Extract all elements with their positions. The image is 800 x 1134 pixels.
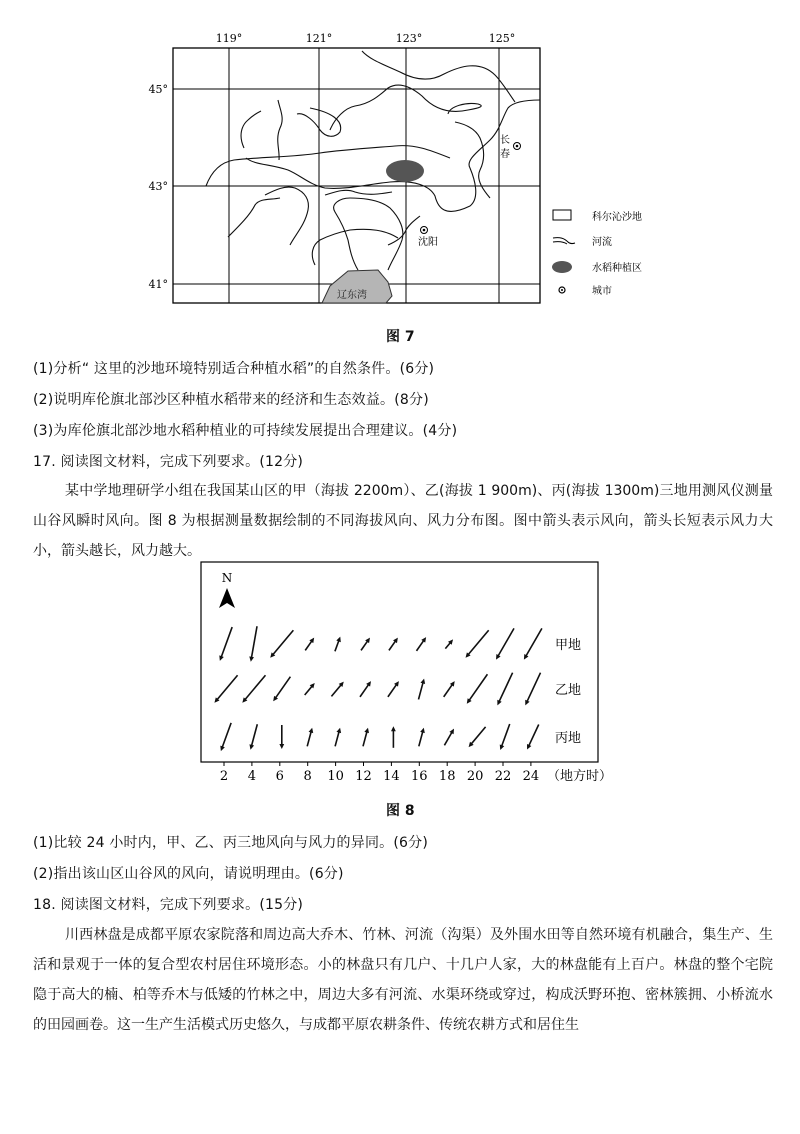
- wind-arrow: [360, 681, 371, 697]
- river: [455, 122, 490, 198]
- wind-arrow: [389, 638, 398, 651]
- wind-arrow: [524, 628, 542, 659]
- wind-arrow: [331, 682, 343, 697]
- river: [241, 111, 261, 148]
- wind-arrow-shaft: [307, 731, 311, 747]
- north-arrow-icon: [219, 588, 235, 608]
- lon-label: 125°: [488, 32, 516, 45]
- legend-label: 城市: [592, 286, 612, 297]
- x-tick-label: 12: [355, 769, 372, 784]
- lon-label: 119°: [215, 32, 243, 45]
- lat-label: 41°: [148, 278, 168, 291]
- row-label: 乙地: [555, 683, 582, 698]
- wind-arrow: [466, 630, 489, 658]
- wind-arrow-shaft: [216, 675, 237, 700]
- wind-arrows: [214, 626, 541, 751]
- lat-label: 43°: [148, 180, 168, 193]
- wind-arrow-head: [219, 655, 224, 661]
- map-legend: [552, 210, 642, 297]
- wind-arrow: [496, 628, 514, 659]
- x-tick-label: 4: [247, 769, 257, 784]
- row-label: 甲地: [555, 638, 582, 653]
- lat-label: 45°: [148, 83, 168, 96]
- wind-arrow-shaft: [527, 673, 541, 703]
- wind-arrow-head: [420, 679, 425, 684]
- wind-arrow-head: [249, 744, 254, 749]
- wind-arrow: [416, 637, 426, 651]
- wind-arrow: [444, 681, 455, 697]
- wind-arrow: [391, 726, 396, 748]
- wind-arrow: [361, 638, 370, 651]
- figure-8-wind-chart: [195, 560, 615, 790]
- wind-arrow-head: [391, 726, 396, 731]
- wind-chart-svg: [195, 560, 615, 790]
- wind-arrow: [388, 681, 399, 697]
- wind-arrow: [249, 626, 257, 661]
- row-label: 丙地: [555, 731, 582, 746]
- river: [278, 100, 282, 160]
- wind-arrow: [307, 728, 313, 747]
- wind-arrow-shaft: [275, 677, 290, 699]
- wind-arrow: [305, 638, 314, 651]
- river: [325, 190, 392, 195]
- wind-arrow-head: [336, 637, 341, 643]
- wind-arrow: [419, 728, 425, 747]
- x-axis-unit: （地方时）: [547, 769, 613, 784]
- wind-arrow: [444, 729, 454, 746]
- wind-arrow-shaft: [272, 630, 293, 655]
- wind-arrow-shaft: [388, 684, 397, 697]
- rice-area-ellipse-icon: [552, 261, 572, 273]
- wind-arrow: [500, 724, 510, 750]
- wind-arrow: [249, 724, 257, 750]
- x-tick-label: 24: [522, 769, 540, 784]
- x-tick-label: 2: [219, 769, 229, 784]
- city-changchun: [500, 134, 521, 160]
- city-shenyang: [418, 227, 438, 249]
- lon-label: 121°: [305, 32, 333, 45]
- wind-arrow: [335, 728, 341, 747]
- wind-arrow-head: [420, 728, 425, 733]
- q16-item-2: (2)说明库伦旗北部沙区种植水稻带来的经济和生态效益。(8分): [33, 392, 429, 408]
- river: [265, 187, 308, 245]
- x-tick-label: 20: [466, 769, 484, 784]
- wind-arrow-head: [309, 728, 314, 733]
- wind-arrow: [419, 679, 426, 700]
- wind-arrow-head: [364, 728, 369, 733]
- wind-arrow: [335, 637, 341, 652]
- city-icon-dot: [423, 229, 426, 232]
- chart-frame: [201, 562, 598, 762]
- wind-arrow-shaft: [525, 628, 542, 657]
- q17-title: 17. 阅读图文材料，完成下列要求。(12分): [33, 454, 304, 470]
- wind-arrow-shaft: [528, 724, 538, 746]
- wind-arrow: [305, 683, 315, 695]
- wind-arrow-shaft: [467, 630, 488, 655]
- wind-arrow-shaft: [221, 627, 232, 658]
- wind-arrow: [467, 674, 488, 703]
- wind-arrow-head: [279, 744, 284, 749]
- q16-item-3: (3)为库伦旗北部沙地水稻种植业的可持续发展提出合理建议。(4分): [33, 423, 458, 439]
- wind-arrow: [270, 630, 293, 658]
- north-label: N: [221, 571, 233, 585]
- wind-arrow-shaft: [251, 626, 257, 658]
- wind-arrow-shaft: [444, 684, 453, 697]
- wind-arrow: [527, 724, 539, 749]
- bay-label: 辽东湾: [337, 290, 367, 301]
- x-tick-label: 6: [275, 769, 284, 784]
- wind-arrow: [445, 639, 453, 648]
- wind-arrow-shaft: [444, 731, 452, 745]
- legend-label: 科尔沁沙地: [592, 212, 642, 223]
- q18-title: 18. 阅读图文材料，完成下列要求。(15分): [33, 897, 304, 913]
- x-tick-label: 18: [438, 769, 456, 784]
- map-frame: [173, 48, 540, 303]
- city-label: 沈阳: [418, 237, 438, 248]
- wind-arrow-head: [336, 728, 341, 733]
- city-label: 长: [500, 135, 510, 146]
- x-tick-label: 16: [411, 769, 428, 784]
- wind-arrow: [525, 673, 540, 706]
- river: [362, 51, 515, 102]
- q17-material: 某中学地理研学小组在我国某山区的甲（海拔 2200m）、乙(海拔 1 900m)、丙(海拔 1300m)三地用测风仪测量山谷风瞬时风向。图 8 为根据测量数据绘制的不同海拔风向、风力分布图。图中箭头表示风向，箭头长短表示风力大小，箭头越长，风力越大。: [33, 483, 773, 559]
- city-icon-dot: [561, 289, 563, 291]
- wind-arrow: [219, 627, 232, 661]
- river: [228, 198, 280, 237]
- figure-7-map: [130, 20, 690, 315]
- q18-material: 川西林盘是成都平原农家院落和周边高大乔木、竹林、河流（沟渠）及外围水田等自然环境有机融合，集生产、生活和景观于一体的复合型农村居住环境形态。小的林盘只有几户、十几户人家，大的林盘能有上百户。林盘的整个宅院隐于高大的楠、柏等乔木与低矮的竹林之中，周边大多有河流、水渠环绕或穿过，构成沃野环抱、密林簇拥、小桥流水的田园画卷。这一生产生活模式历史悠久，与成都平原农耕条件、传统农耕方式和居住生: [33, 927, 773, 1033]
- x-tick-label: 10: [327, 769, 344, 784]
- wind-arrow: [242, 675, 265, 703]
- wind-arrow-shaft: [222, 723, 231, 748]
- q17-item-1: (1)比较 24 小时内，甲、乙、丙三地风向与风力的异同。(6分): [33, 835, 428, 851]
- wind-arrow: [279, 725, 284, 749]
- city-icon-dot: [516, 145, 519, 148]
- map-svg: [130, 20, 690, 315]
- city-label: 春: [500, 149, 510, 160]
- river: [334, 198, 403, 270]
- wind-arrow-shaft: [251, 724, 257, 747]
- row-labels: [555, 637, 581, 746]
- wind-arrow: [273, 677, 290, 702]
- river-icon: [553, 238, 575, 244]
- wind-arrow-shaft: [419, 731, 423, 747]
- wind-arrow-shaft: [499, 673, 513, 703]
- figure-7-caption: 图 7: [386, 329, 415, 345]
- wind-arrow-head: [220, 746, 225, 752]
- wind-arrow-shaft: [419, 681, 424, 699]
- q17-item-2: (2)指出该山区山谷风的风向，请说明理由。(6分): [33, 866, 344, 882]
- wind-arrow: [220, 723, 231, 751]
- wind-arrow-shaft: [363, 731, 367, 747]
- wind-arrow-shaft: [335, 731, 339, 747]
- sandland-rect-icon: [553, 210, 571, 220]
- q16-item-1: (1)分析“ 这里的沙地环境特别适合种植水稻”的自然条件。(6分): [33, 361, 435, 377]
- wind-arrow: [363, 728, 369, 747]
- wind-arrow: [497, 673, 512, 706]
- x-axis: [220, 762, 539, 784]
- wind-arrow-shaft: [331, 684, 341, 696]
- wind-arrow: [214, 675, 237, 703]
- legend-label: 河流: [592, 237, 612, 248]
- wind-arrow: [469, 727, 486, 747]
- wind-arrow-shaft: [468, 674, 487, 701]
- wind-arrow-shaft: [501, 724, 509, 747]
- figure-8-caption: 图 8: [386, 803, 415, 819]
- x-tick-label: 8: [303, 769, 312, 784]
- river: [312, 229, 398, 265]
- wind-arrow-shaft: [416, 640, 424, 651]
- wind-arrow-head: [500, 744, 505, 750]
- rice-planting-area: [386, 160, 424, 182]
- wind-arrow-shaft: [244, 675, 265, 700]
- wind-arrow-shaft: [471, 727, 486, 745]
- x-tick-label: 14: [383, 769, 400, 784]
- lon-label: 123°: [395, 32, 423, 45]
- legend-label: 水稻种植区: [592, 263, 642, 274]
- wind-arrow-head: [249, 656, 254, 661]
- wind-arrow-shaft: [360, 684, 369, 697]
- rivers: [206, 51, 540, 270]
- wind-arrow-shaft: [498, 628, 515, 657]
- x-tick-label: 22: [494, 769, 512, 784]
- river: [388, 216, 420, 245]
